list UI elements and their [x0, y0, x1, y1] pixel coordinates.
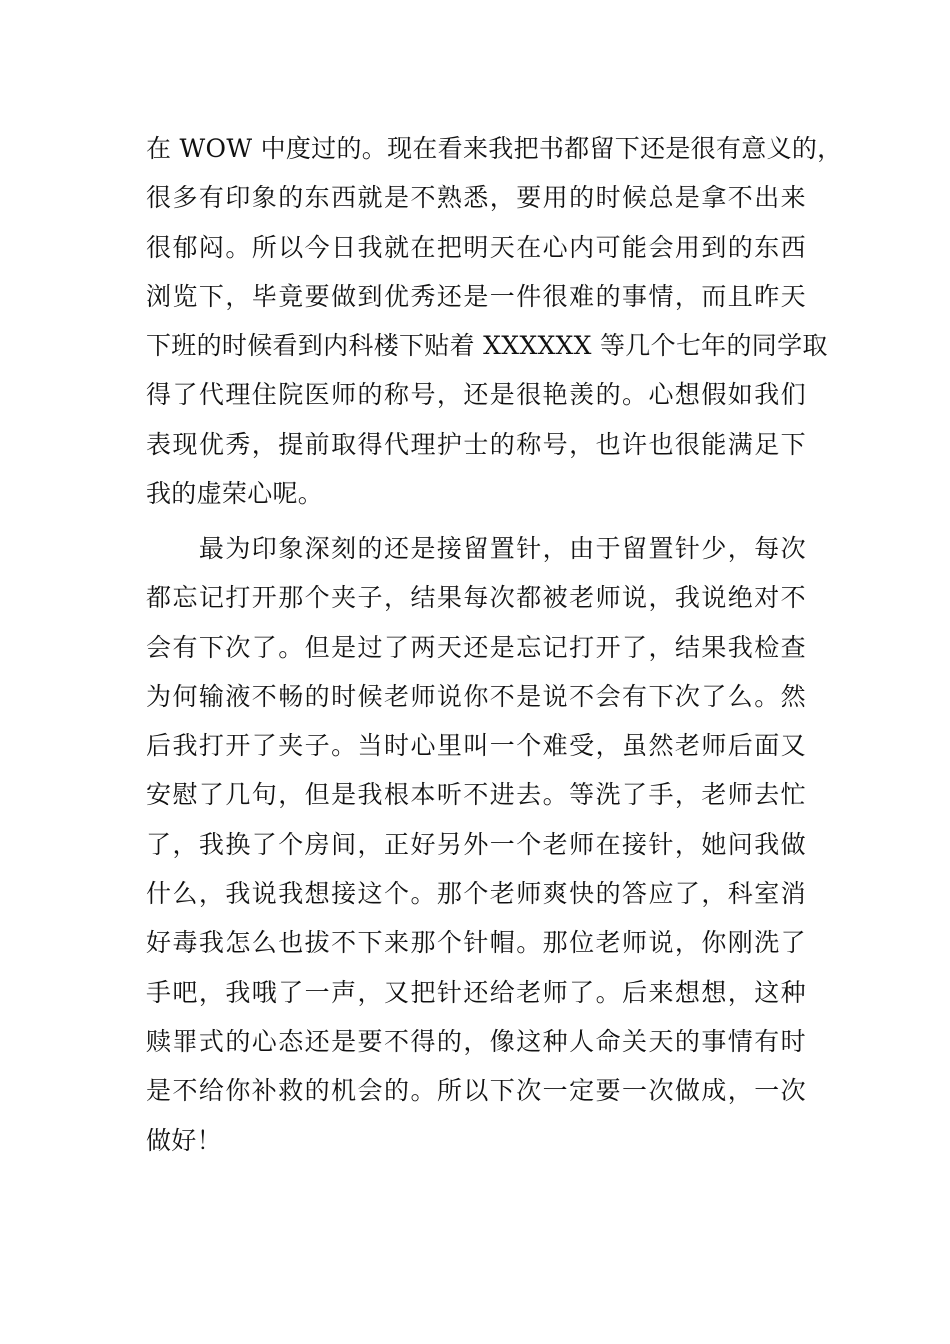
text-line: 做好！: [146, 1125, 222, 1155]
text-line: 安慰了几句，但是我根本听不进去。等洗了手，老师去忙: [146, 780, 806, 810]
paragraph-1: [146, 124, 843, 518]
text-line: 我的虚荣心呢。: [146, 479, 324, 509]
text-line: 好毒我怎么也拔不下来那个针帽。那位老师说，你刚洗了: [146, 928, 806, 958]
text-line: 什么，我说我想接这个。那个老师爽快的答应了，科室消: [146, 879, 806, 909]
text-line: 会有下次了。但是过了两天还是忘记打开了，结果我检查: [146, 632, 806, 662]
text-line: 得了代理住院医师的称号，还是很艳羡的。心想假如我们: [146, 380, 806, 410]
text-line: 下班的时候看到内科楼下贴着 XXXXXX 等几个七年的同学取: [146, 331, 828, 361]
text-line: 手吧，我哦了一声，又把针还给老师了。后来想想，这种: [146, 977, 806, 1007]
text-line: 是不给你补救的机会的。所以下次一定要一次做成，一次: [146, 1076, 806, 1106]
text-line: 很郁闷。所以今日我就在把明天在心内可能会用到的东西: [146, 232, 806, 262]
text-line: 浏览下，毕竟要做到优秀还是一件很难的事情，而且昨天: [146, 281, 806, 311]
text-line: 后我打开了夹子。当时心里叫一个难受，虽然老师后面又: [146, 731, 806, 761]
text-line: 表现优秀，提前取得代理护士的称号，也许也很能满足下: [146, 429, 806, 459]
text-line: 赎罪式的心态还是要不得的，像这种人命关天的事情有时: [146, 1026, 806, 1056]
text-line: 最为印象深刻的还是接留置针，由于留置针少，每次: [146, 534, 806, 563]
text-line: 在 WOW 中度过的。现在看来我把书都留下还是很有意义的，: [146, 134, 843, 163]
paragraph-2: [146, 524, 806, 1165]
text-line: 都忘记打开那个夹子，结果每次都被老师说，我说绝对不: [146, 583, 806, 613]
text-line: 很多有印象的东西就是不熟悉，要用的时候总是拿不出来: [146, 183, 806, 213]
text-line: 了，我换了个房间，正好另外一个老师在接针，她问我做: [146, 829, 806, 859]
text-line: 为何输液不畅的时候老师说你不是说不会有下次了么。然: [146, 681, 806, 711]
